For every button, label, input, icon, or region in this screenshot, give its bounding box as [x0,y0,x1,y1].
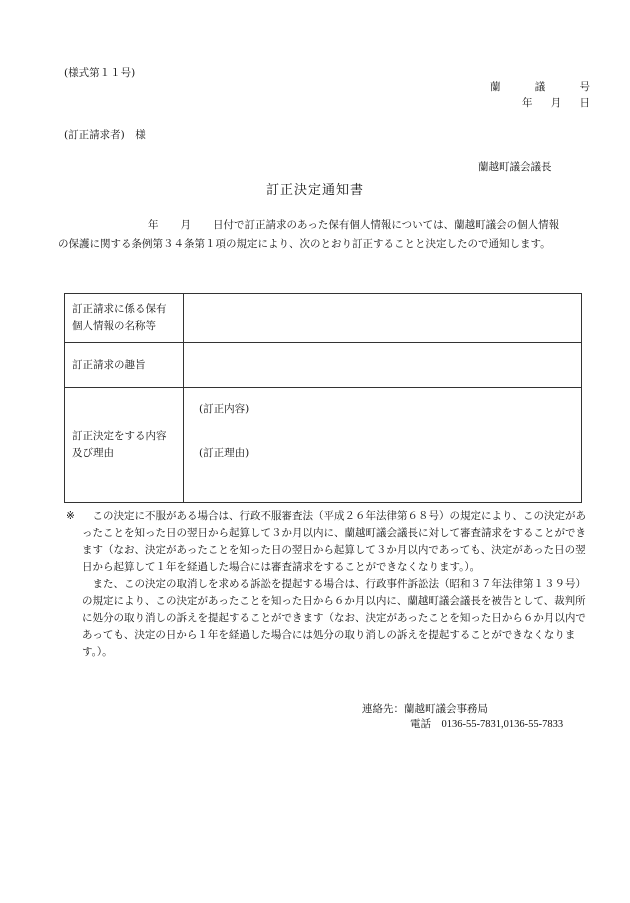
correction-content-note: (訂正内容) [199,403,250,415]
correction-reason-note: (訂正理由) [199,447,250,459]
notice-line: 日から起算して１年を経過した場合には審査請求をすることができなくなります。）。 [82,561,481,573]
request-purpose-field [184,343,582,388]
notice-line: に処分の取り消しの訴えを提起することができます（なお、決定があったことを知った日から６か月以内で [82,612,586,624]
recipient: (訂正請求者) 様 [64,129,146,141]
table-row [65,294,582,343]
table-row [65,388,582,503]
doc-number-part: 蘭 [490,81,501,93]
row-label-request-purpose: 訂正請求の趣旨 [65,343,184,388]
row-label-line: 及び理由 [72,447,114,459]
row-label-info-name [65,294,184,343]
notice-line: あっても、決定の日から１年を経過した場合には処分の取り消しの訴えを提起することができなくなりま [82,629,576,641]
row-label-line: 個人情報の名称等 [72,320,156,332]
info-name-field [184,294,582,343]
doc-number-part: 号 [579,81,590,93]
intro-line-1-text: 日付で訂正請求のあった保有個人情報については、蘭越町議会の個人情報 [213,219,560,231]
document-title: 訂正決定通知書 [265,183,364,198]
notice-line: また、この決定の取消しを求める訴訟を提起する場合は、行政事件訴訟法（昭和３７年法律第１３９号） [82,578,586,590]
form-number: (様式第１１号) [64,67,136,79]
notice-line: す。）。 [82,646,113,658]
doc-number-part: 議 [534,81,546,93]
correction-info-table [64,293,582,503]
table-row [65,343,582,388]
sender: 蘭越町議会議長 [478,161,552,173]
notice-line: ったことを知った日の翌日から起算して３か月以内に、蘭越町議会議長に対して審査請求をすることができ [82,527,586,539]
contact-office: 連絡先：蘭越町議会事務局 [362,703,488,715]
notice-mark: ※ [66,510,75,522]
decision-field [184,388,582,503]
row-label-decision [65,388,184,503]
intro-month: 月 [180,219,191,231]
notice-line: この決定に不服がある場合は、行政不服審査法（平成２６年法律第６８号）の規定により、この決定があ [82,510,586,522]
date-day: 日 [579,97,590,109]
notice-line: ます（なお、決定があったことを知った日の翌日から起算して３か月以内であっても、決定があった日の翌 [82,544,586,556]
intro-line-1 [148,218,559,233]
document-date [522,96,590,111]
row-label-line: 訂正請求に係る保有 [72,303,167,316]
contact-phone: 電話 0136-55-7831,0136-55-7833 [410,719,564,730]
row-label-line: 訂正決定をする内容 [72,430,167,443]
notice-line: の規定により、この決定があったことを知った日から６か月以内に、蘭越町議会議長を被告として、裁判所 [82,595,586,607]
date-year: 年 [522,97,533,109]
intro-year: 年 [148,219,159,231]
intro-line-2: の保護に関する条例第３４条第１項の規定により、次のとおり訂正することと決定したので通知します。 [58,238,551,250]
document-number [490,80,590,95]
date-month: 月 [550,97,562,109]
